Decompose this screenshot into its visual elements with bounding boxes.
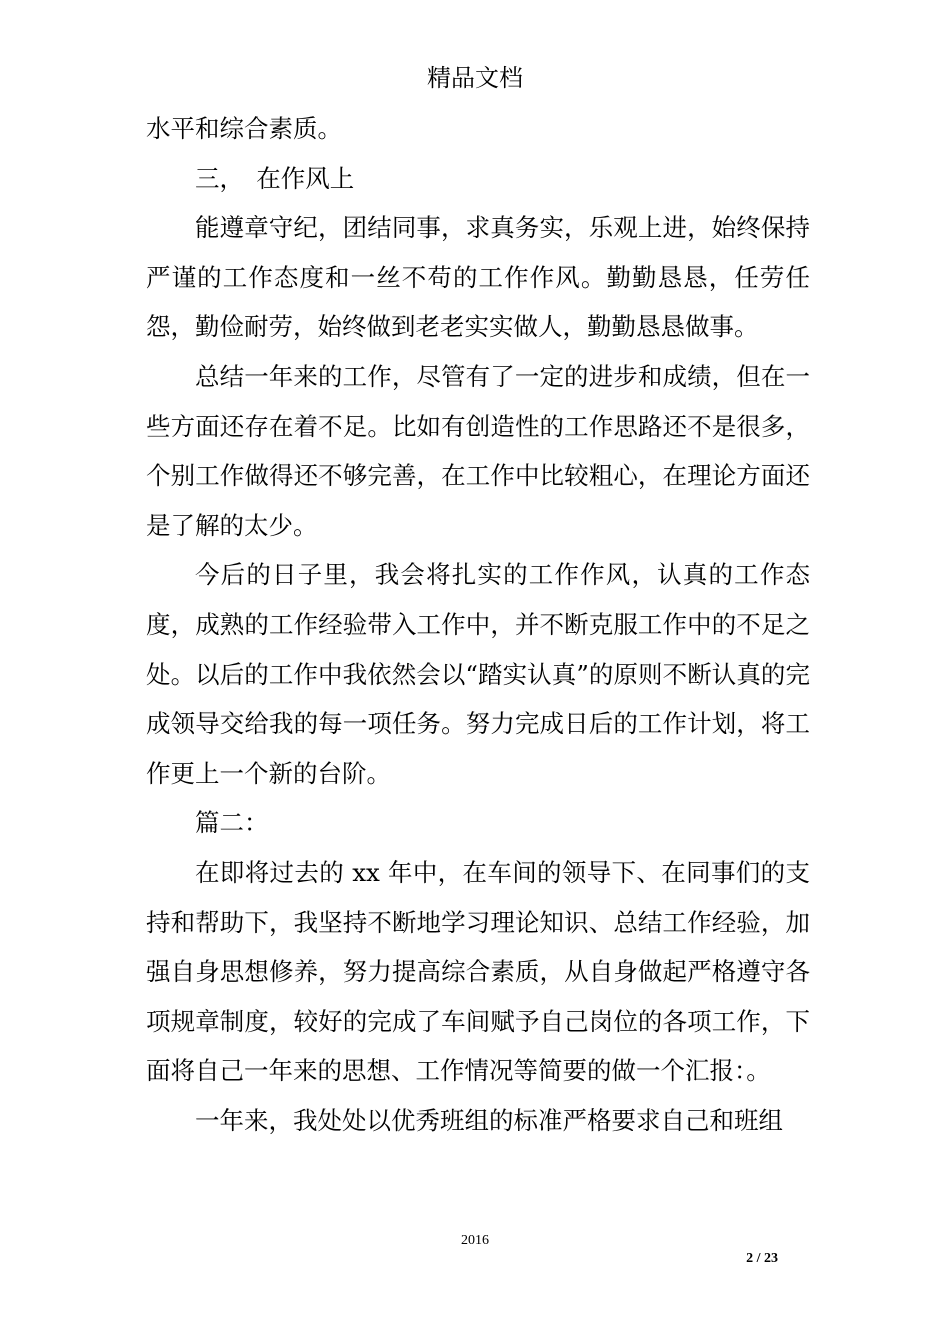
page-number: 2 / 23 (746, 1251, 778, 1266)
paragraph: 水平和综合素质。 (146, 114, 342, 143)
section-heading: 篇二： (195, 808, 269, 838)
paragraph: 一年来，我处处以优秀班组的标准严格要求自己和班组 (195, 1105, 783, 1135)
paragraph: 能遵章守纪，团结同事，求真务实，乐观上进，始终保持严谨的工作态度和一丝不苟的工作作风。勤勤恳恳，任劳任怨，勤俭耐劳，始终做到老老实实做人，勤勤恳恳做事。 (146, 213, 810, 342)
paragraph: 今后的日子里，我会将扎实的工作作风，认真的工作态度，成熟的工作经验带入工作中，并不断克服工作中的不足之处。以后的工作中我依然会以“踏实认真”的原则不断认真的完成领导交给我的每一项任务。努力完成日后的工作计划，将工作更上一个新的台阶。 (146, 560, 810, 788)
document-body (146, 104, 810, 1145)
footer-year: 2016 (461, 1233, 489, 1248)
section-heading: 三， 在作风上 (195, 163, 355, 193)
paragraph: 总结一年来的工作，尽管有了一定的进步和成绩，但在一些方面还存在着不足。比如有创造性的工作思路还不是很多，个别工作做得还不够完善，在工作中比较粗心，在理论方面还是了解的太少。 (146, 361, 810, 540)
paragraph: 在即将过去的 xx 年中，在车间的领导下、在同事们的支持和帮助下，我坚持不断地学习理论知识、总结工作经验，加强自身思想修养，努力提高综合素质，从自身做起严格遵守各项规章制度，较好的完成了车间赋予自己岗位的各项工作，下面将自己一年来的思想、工作情况等简要的做一个汇报：。 (146, 857, 810, 1086)
document-header: 精品文档 (427, 64, 523, 92)
